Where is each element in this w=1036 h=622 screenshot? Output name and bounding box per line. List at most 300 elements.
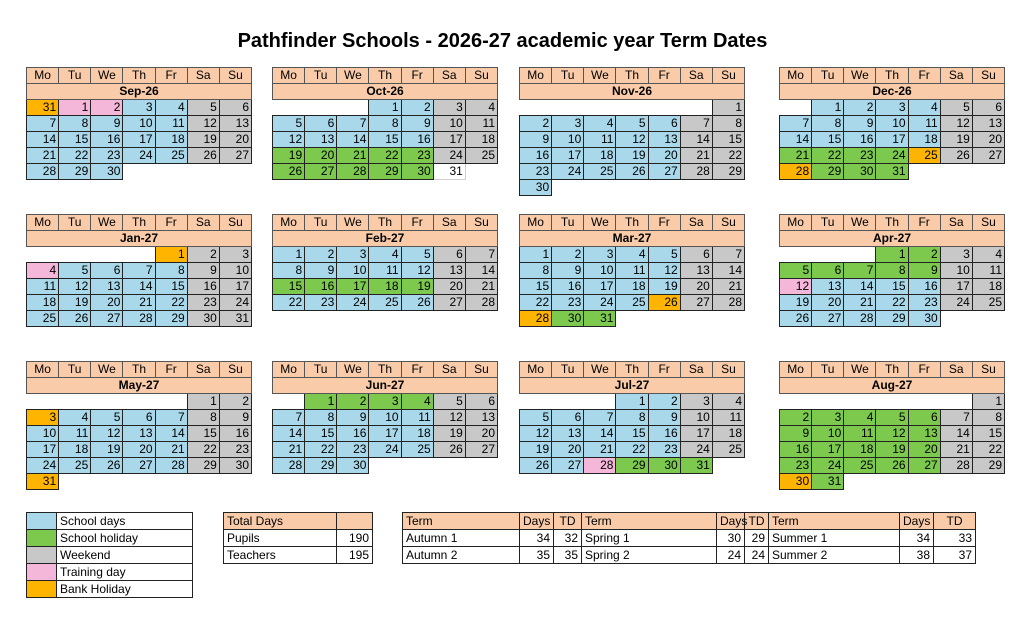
day-cell-school-day: 17	[876, 132, 908, 148]
empty-cell	[712, 474, 744, 490]
day-cell-weekend: 30	[187, 311, 219, 327]
day-cell-school-day: 23	[908, 295, 940, 311]
empty-cell	[337, 180, 369, 196]
day-cell-weekend: 13	[433, 263, 465, 279]
day-cell-school-day: 5	[401, 247, 433, 263]
weekday-header: Th	[123, 362, 155, 378]
day-cell-weekend: 5	[433, 394, 465, 410]
empty-cell	[59, 247, 91, 263]
term-days-value: 24	[745, 547, 769, 564]
day-cell-school-day: 17	[27, 442, 59, 458]
day-cell-school-day: 2	[520, 116, 552, 132]
day-cell-bank-holiday: 3	[27, 410, 59, 426]
day-cell-school-holiday: 2	[908, 247, 940, 263]
day-cell-school-day: 1	[273, 247, 305, 263]
empty-cell	[433, 326, 465, 341]
day-cell-school-holiday: 19	[273, 148, 305, 164]
empty-cell	[908, 474, 940, 490]
weekday-header: Tu	[552, 68, 584, 84]
empty-cell	[520, 327, 552, 343]
day-cell-school-day: 6	[552, 410, 584, 426]
day-cell-weekend: 12	[187, 116, 219, 132]
day-cell-weekend: 18	[465, 132, 497, 148]
day-cell-school-holiday: 18	[369, 279, 401, 295]
weekday-header: Fr	[401, 215, 433, 231]
empty-cell	[369, 474, 401, 490]
day-cell-school-day: 4	[584, 116, 616, 132]
weekday-header: Mo	[273, 215, 305, 231]
day-cell-school-day: 8	[812, 116, 844, 132]
day-cell-school-day: 13	[648, 132, 680, 148]
weekday-header: We	[584, 362, 616, 378]
weekday-header: Su	[219, 68, 251, 84]
day-cell-school-day: 21	[123, 295, 155, 311]
day-cell-school-day: 21	[584, 442, 616, 458]
empty-cell	[337, 100, 369, 116]
day-cell-school-holiday: 29	[812, 164, 844, 180]
empty-cell	[712, 311, 744, 327]
day-cell-school-holiday: 28	[337, 164, 369, 180]
weekday-header: We	[844, 68, 876, 84]
term-days-value: 35	[520, 547, 554, 564]
empty-cell	[812, 180, 844, 196]
day-cell-weekend: 5	[940, 100, 972, 116]
term-name: Spring 1	[582, 530, 717, 547]
day-cell-weekend: 3	[433, 100, 465, 116]
day-cell-school-day: 16	[648, 426, 680, 442]
day-cell-school-day: 13	[812, 279, 844, 295]
empty-cell	[680, 180, 712, 196]
day-cell-school-holiday: 31	[812, 474, 844, 490]
weekday-header: Th	[369, 215, 401, 231]
weekday-header: We	[91, 215, 123, 231]
day-cell-school-day: 17	[123, 132, 155, 148]
day-cell-school-holiday: 21	[337, 148, 369, 164]
day-cell-school-day: 1	[369, 100, 401, 116]
empty-cell	[940, 164, 972, 180]
day-cell-school-day: 12	[648, 263, 680, 279]
day-cell-school-day: 12	[520, 426, 552, 442]
month-calendar	[26, 361, 252, 490]
day-cell-weekend: 6	[433, 247, 465, 263]
page-title: Pathfinder Schools - 2026-27 academic year Term Dates	[237, 30, 768, 52]
day-cell-school-day: 11	[616, 263, 648, 279]
day-cell-school-day: 11	[155, 116, 187, 132]
legend-table	[26, 512, 193, 598]
day-cell-weekend: 10	[680, 410, 712, 426]
day-cell-weekend: 7	[465, 247, 497, 263]
term-days-value: 34	[900, 530, 934, 547]
day-cell-school-day: 5	[91, 410, 123, 426]
legend-label: Bank Holiday	[57, 581, 193, 598]
empty-cell	[369, 311, 401, 327]
day-cell-weekend: 11	[972, 263, 1004, 279]
day-cell-school-day: 11	[369, 263, 401, 279]
empty-cell	[273, 394, 305, 410]
empty-cell	[616, 180, 648, 196]
empty-cell	[337, 326, 369, 341]
empty-cell	[972, 474, 1004, 490]
day-cell-school-day: 28	[155, 458, 187, 474]
month-calendar	[779, 361, 1005, 490]
day-cell-school-day: 26	[401, 295, 433, 311]
day-cell-school-day: 25	[616, 295, 648, 311]
day-cell-weekend: 11	[465, 116, 497, 132]
empty-cell	[908, 394, 940, 410]
day-cell-school-day: 27	[123, 458, 155, 474]
day-cell-weekend: 19	[433, 426, 465, 442]
day-cell-school-day: 14	[123, 279, 155, 295]
day-cell-bank-holiday: 1	[155, 247, 187, 263]
day-cell-school-holiday: 18	[844, 442, 876, 458]
weekday-header: Sa	[680, 68, 712, 84]
day-cell-school-day: 20	[812, 295, 844, 311]
day-cell-weekend: 1	[187, 394, 219, 410]
term-table-header: Term	[769, 513, 900, 530]
term-table-header: TD	[934, 513, 976, 530]
empty-cell	[369, 458, 401, 474]
day-cell-bank-holiday: 28	[780, 164, 812, 180]
day-cell-weekend: 15	[972, 426, 1004, 442]
day-cell-school-day: 7	[27, 116, 59, 132]
empty-cell	[680, 100, 712, 116]
empty-cell	[187, 180, 219, 196]
empty-cell	[337, 474, 369, 490]
day-cell-school-day: 23	[337, 442, 369, 458]
day-cell-school-day: 12	[273, 132, 305, 148]
day-cell-school-day: 21	[844, 295, 876, 311]
day-cell-school-day: 18	[908, 132, 940, 148]
day-cell-school-day: 5	[520, 410, 552, 426]
month-title: Oct-26	[273, 84, 498, 100]
empty-cell	[123, 164, 155, 180]
day-cell-weekend: 24	[680, 442, 712, 458]
day-cell-weekend: 19	[187, 132, 219, 148]
day-cell-school-day: 25	[369, 295, 401, 311]
day-cell-school-holiday: 27	[305, 164, 337, 180]
month-title: Nov-26	[520, 84, 745, 100]
empty-cell	[273, 180, 305, 196]
day-cell-school-holiday: 4	[844, 410, 876, 426]
day-cell-school-day: 1	[520, 247, 552, 263]
day-cell-weekend: 17	[680, 426, 712, 442]
empty-cell	[940, 311, 972, 327]
day-cell-school-day: 4	[59, 410, 91, 426]
day-cell-school-day: 9	[401, 116, 433, 132]
day-cell-weekend: 11	[712, 410, 744, 426]
legend-label: Training day	[57, 564, 193, 581]
empty-cell	[465, 326, 497, 341]
total-label: Teachers	[224, 547, 337, 564]
day-cell-school-day: 14	[155, 426, 187, 442]
empty-cell	[940, 394, 972, 410]
day-cell-school-day: 10	[123, 116, 155, 132]
empty-cell	[401, 326, 433, 341]
day-cell-school-day: 20	[123, 442, 155, 458]
empty-cell	[844, 180, 876, 196]
day-cell-school-day: 9	[552, 263, 584, 279]
weekday-header: Mo	[27, 68, 59, 84]
empty-cell	[155, 164, 187, 180]
term-table-header: Term	[582, 513, 717, 530]
day-cell-school-holiday: 12	[876, 426, 908, 442]
legend-swatch	[27, 530, 57, 547]
empty-cell	[812, 394, 844, 410]
empty-cell	[305, 326, 337, 341]
month-title: Dec-26	[780, 84, 1005, 100]
empty-cell	[680, 327, 712, 343]
day-cell-weekend: 29	[187, 458, 219, 474]
day-cell-school-day: 16	[91, 132, 123, 148]
day-cell-school-day: 15	[876, 279, 908, 295]
term-name: Summer 1	[769, 530, 900, 547]
empty-cell	[155, 474, 187, 490]
total-days-header: Total Days	[224, 513, 337, 530]
day-cell-school-day: 13	[91, 279, 123, 295]
term-days-value: 35	[554, 547, 582, 564]
weekday-header: Sa	[433, 68, 465, 84]
day-cell-school-holiday: 5	[780, 263, 812, 279]
month-title: Apr-27	[780, 231, 1005, 247]
day-cell-school-day: 4	[369, 247, 401, 263]
term-table-header: Days	[717, 513, 745, 530]
empty-cell	[305, 474, 337, 490]
day-cell-weekend: 17	[433, 132, 465, 148]
day-cell-weekend: 29	[972, 458, 1004, 474]
day-cell-school-day: 22	[520, 295, 552, 311]
day-cell-bank-holiday: 25	[908, 148, 940, 164]
day-cell-weekend: 28	[465, 295, 497, 311]
empty-cell	[433, 180, 465, 196]
day-cell-school-holiday: 23	[844, 148, 876, 164]
day-cell-school-holiday: 23	[401, 148, 433, 164]
day-cell-school-day: 6	[648, 116, 680, 132]
day-cell-school-day: 2	[401, 100, 433, 116]
day-cell-weekend: 6	[219, 100, 251, 116]
day-cell-bank-holiday: 31	[27, 474, 59, 490]
empty-cell	[552, 100, 584, 116]
day-cell-school-holiday: 21	[780, 148, 812, 164]
month-calendar	[519, 361, 745, 489]
day-cell-school-day: 2	[305, 247, 337, 263]
legend-label: School days	[57, 513, 193, 530]
weekday-header: Mo	[520, 68, 552, 84]
day-cell-weekend: 27	[465, 442, 497, 458]
day-cell-school-holiday: 26	[273, 164, 305, 180]
weekday-header: Tu	[812, 362, 844, 378]
day-cell-weekend: 28	[940, 458, 972, 474]
day-cell-training-day: 1	[59, 100, 91, 116]
day-cell-school-day: 22	[305, 442, 337, 458]
day-cell-school-day: 11	[401, 410, 433, 426]
empty-cell	[465, 164, 497, 180]
day-cell-weekend: 17	[940, 279, 972, 295]
day-cell-school-day: 16	[337, 426, 369, 442]
day-cell-school-day: 16	[908, 279, 940, 295]
empty-cell	[401, 180, 433, 196]
month-calendar	[272, 361, 498, 489]
day-cell-weekend: 20	[465, 426, 497, 442]
weekday-header: Mo	[520, 215, 552, 231]
month-calendar	[519, 214, 745, 342]
empty-cell	[520, 100, 552, 116]
day-cell-school-day: 11	[908, 116, 940, 132]
day-cell-school-day: 19	[59, 295, 91, 311]
empty-cell	[465, 180, 497, 196]
weekday-header: Fr	[648, 362, 680, 378]
day-cell-school-holiday: 29	[616, 458, 648, 474]
day-cell-school-day: 11	[584, 132, 616, 148]
day-cell-school-day: 10	[552, 132, 584, 148]
day-cell-school-day: 22	[616, 442, 648, 458]
day-cell-school-holiday: 26	[876, 458, 908, 474]
empty-cell	[780, 100, 812, 116]
day-cell-weekend: 6	[680, 247, 712, 263]
day-cell-school-day: 19	[780, 295, 812, 311]
day-cell-school-day: 13	[552, 426, 584, 442]
day-cell-school-holiday: 25	[844, 458, 876, 474]
day-cell-school-day: 24	[552, 164, 584, 180]
day-cell-weekend: 12	[940, 116, 972, 132]
empty-cell	[552, 474, 584, 490]
day-cell-school-holiday: 24	[812, 458, 844, 474]
day-cell-bank-holiday: 31	[27, 100, 59, 116]
weekday-header: Mo	[780, 68, 812, 84]
empty-cell	[187, 327, 219, 343]
day-cell-school-holiday: 20	[908, 442, 940, 458]
empty-cell	[712, 180, 744, 196]
day-cell-school-holiday: 31	[584, 311, 616, 327]
empty-cell	[972, 180, 1004, 196]
weekday-header: We	[337, 215, 369, 231]
month-title: Jan-27	[27, 231, 252, 247]
day-cell-school-holiday: 16	[305, 279, 337, 295]
day-cell-school-day: 23	[648, 442, 680, 458]
weekday-header: Tu	[305, 362, 337, 378]
day-cell-school-day: 25	[59, 458, 91, 474]
day-cell-school-day: 21	[155, 442, 187, 458]
empty-cell	[465, 474, 497, 490]
day-cell-bank-holiday: 26	[648, 295, 680, 311]
day-cell-school-day: 14	[584, 426, 616, 442]
day-cell-school-day: 20	[91, 295, 123, 311]
month-title: Jul-27	[520, 378, 745, 394]
day-cell-school-day: 22	[155, 295, 187, 311]
day-cell-school-day: 9	[91, 116, 123, 132]
day-cell-weekend: 27	[972, 148, 1004, 164]
empty-cell	[273, 326, 305, 341]
day-cell-school-holiday: 6	[908, 410, 940, 426]
empty-cell	[401, 311, 433, 327]
day-cell-school-holiday: 30	[401, 164, 433, 180]
day-cell-school-day: 30	[908, 311, 940, 327]
weekday-header: Su	[972, 215, 1004, 231]
weekday-header: Sa	[940, 215, 972, 231]
empty-cell	[59, 394, 91, 410]
weekday-header: Tu	[552, 362, 584, 378]
day-cell-school-day: 24	[123, 148, 155, 164]
weekday-header: Fr	[908, 215, 940, 231]
empty-cell	[433, 474, 465, 490]
day-cell-school-holiday: 1	[876, 247, 908, 263]
day-cell-weekend: 27	[680, 295, 712, 311]
day-cell-school-day: 16	[844, 132, 876, 148]
day-cell-school-holiday: 13	[908, 426, 940, 442]
day-cell-school-day: 29	[59, 164, 91, 180]
empty-cell	[155, 394, 187, 410]
empty-cell	[520, 474, 552, 490]
day-cell-school-holiday: 31	[680, 458, 712, 474]
total-value: 195	[337, 547, 373, 564]
weekday-header: Su	[219, 215, 251, 231]
term-table-header: TD	[745, 513, 769, 530]
empty-cell	[123, 180, 155, 196]
day-cell-weekend: 21	[712, 279, 744, 295]
weekday-header: Fr	[648, 215, 680, 231]
weekday-header: Tu	[305, 215, 337, 231]
day-cell-weekend: 24	[219, 295, 251, 311]
empty-cell	[584, 180, 616, 196]
day-cell-weekend: 10	[433, 116, 465, 132]
weekday-header: Sa	[680, 362, 712, 378]
day-cell-school-day: 28	[27, 164, 59, 180]
day-cell-school-day: 8	[369, 116, 401, 132]
weekday-header: Tu	[59, 215, 91, 231]
empty-cell	[908, 164, 940, 180]
day-cell-school-day: 15	[305, 426, 337, 442]
day-cell-blank-day: 31	[433, 164, 465, 180]
empty-cell	[780, 394, 812, 410]
day-cell-school-holiday: 5	[876, 410, 908, 426]
day-cell-weekend: 8	[972, 410, 1004, 426]
day-cell-school-day: 12	[59, 279, 91, 295]
empty-cell	[91, 327, 123, 343]
empty-cell	[616, 327, 648, 343]
day-cell-school-day: 7	[337, 116, 369, 132]
legend-label: School holiday	[57, 530, 193, 547]
day-cell-weekend: 10	[940, 263, 972, 279]
weekday-header: We	[584, 68, 616, 84]
day-cell-weekend: 25	[972, 295, 1004, 311]
empty-cell	[584, 474, 616, 490]
weekday-header: Sa	[187, 362, 219, 378]
day-cell-school-day: 30	[520, 180, 552, 196]
weekday-header: Fr	[155, 68, 187, 84]
day-cell-school-day: 9	[520, 132, 552, 148]
weekday-header: We	[844, 362, 876, 378]
day-cell-weekend: 20	[680, 279, 712, 295]
weekday-header: Th	[369, 68, 401, 84]
weekday-header: Su	[712, 68, 744, 84]
day-cell-training-day: 28	[584, 458, 616, 474]
empty-cell	[219, 474, 251, 490]
weekday-header: Sa	[680, 215, 712, 231]
day-cell-weekend: 6	[972, 100, 1004, 116]
day-cell-school-day: 14	[844, 279, 876, 295]
empty-cell	[616, 311, 648, 327]
day-cell-school-day: 3	[552, 116, 584, 132]
day-cell-school-day: 16	[520, 148, 552, 164]
day-cell-school-day: 20	[648, 148, 680, 164]
weekday-header: Tu	[305, 68, 337, 84]
term-name: Spring 2	[582, 547, 717, 564]
day-cell-school-day: 2	[844, 100, 876, 116]
day-cell-school-day: 22	[59, 148, 91, 164]
day-cell-school-day: 4	[908, 100, 940, 116]
day-cell-school-day: 14	[273, 426, 305, 442]
legend-swatch	[27, 581, 57, 598]
day-cell-school-day: 9	[337, 410, 369, 426]
